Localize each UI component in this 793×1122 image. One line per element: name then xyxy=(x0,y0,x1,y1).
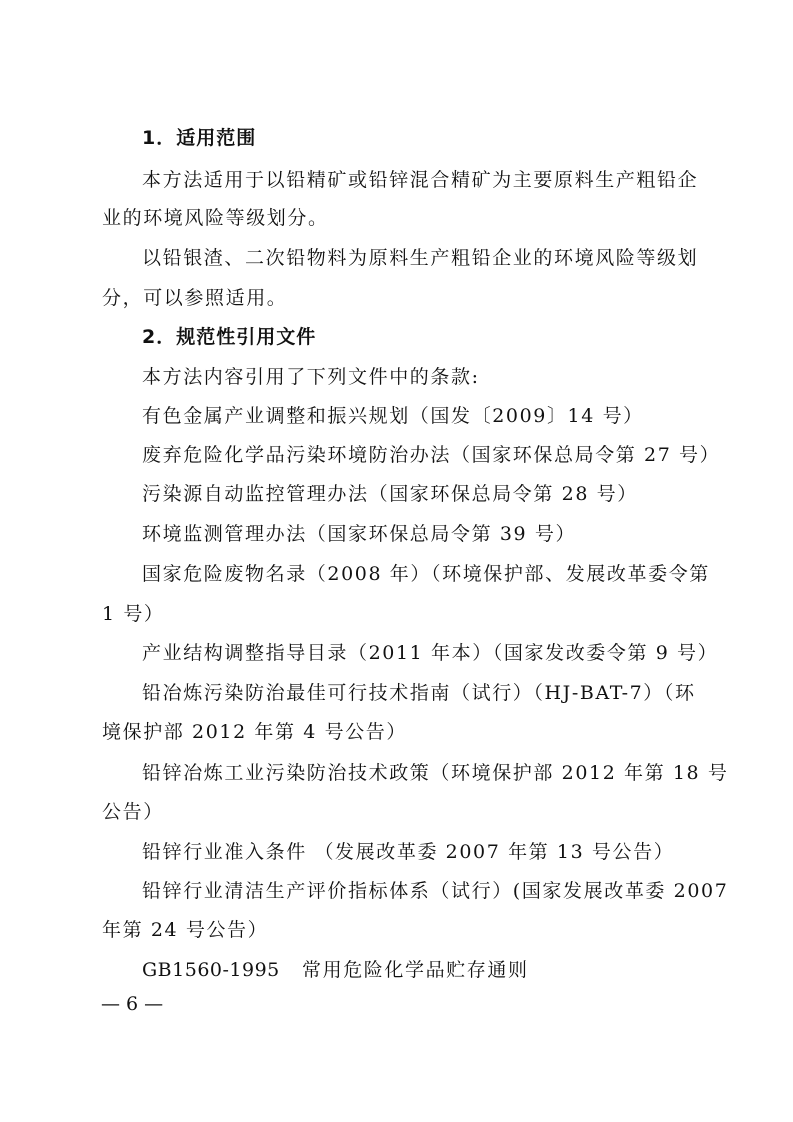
paragraph-line: 本方法内容引用了下列文件中的条款: xyxy=(142,366,480,388)
reference-item: 铅锌行业清洁生产评价指标体系（试行）(国家发展改革委 2007 xyxy=(142,880,729,902)
reference-item: 铅冶炼污染防治最佳可行技术指南（试行）（HJ-BAT-7）（环 xyxy=(142,682,696,704)
reference-item: 污染源自动监控管理办法（国家环保总局令第 28 号） xyxy=(142,483,638,505)
page-number: — 6 — xyxy=(101,993,164,1015)
reference-item: 有色金属产业调整和振兴规划（国发〔2009〕14 号） xyxy=(142,405,644,427)
reference-item: 环境监测管理办法（国家环保总局令第 39 号） xyxy=(142,523,577,545)
reference-item: 产业结构调整指导目录（2011 年本）（国家发改委令第 9 号） xyxy=(142,642,719,664)
reference-item: 铅锌冶炼工业污染防治技术政策（环境保护部 2012 年第 18 号 xyxy=(142,762,729,784)
reference-item-continuation: 公告） xyxy=(102,801,164,823)
reference-item: 废弃危险化学品污染环境防治办法（国家环保总局令第 27 号） xyxy=(142,444,721,466)
reference-item-continuation: 1 号） xyxy=(102,603,165,625)
section-heading-references: 2．规范性引用文件 xyxy=(142,326,317,348)
reference-item: 铅锌行业准入条件 （发展改革委 2007 年第 13 号公告） xyxy=(142,841,675,863)
reference-item-continuation: 境保护部 2012 年第 4 号公告） xyxy=(102,721,408,743)
standard-title: 常用危险化学品贮存通则 xyxy=(302,959,529,981)
paragraph-line: 本方法适用于以铅精矿或铅锌混合精矿为主要原料生产粗铅企 xyxy=(142,169,699,191)
paragraph-line: 以铅银渣、二次铅物料为原料生产粗铅企业的环境风险等级划 xyxy=(142,247,699,269)
paragraph-line: 业的环境风险等级划分。 xyxy=(102,207,329,229)
section-heading-scope: 1．适用范围 xyxy=(142,127,257,149)
paragraph-line: 分，可以参照适用。 xyxy=(102,287,288,309)
standard-code: GB1560-1995 xyxy=(142,959,280,981)
reference-item: 国家危险废物名录（2008 年）（环境保护部、发展改革委令第 xyxy=(142,563,710,585)
reference-item-continuation: 年第 24 号公告） xyxy=(102,919,269,941)
